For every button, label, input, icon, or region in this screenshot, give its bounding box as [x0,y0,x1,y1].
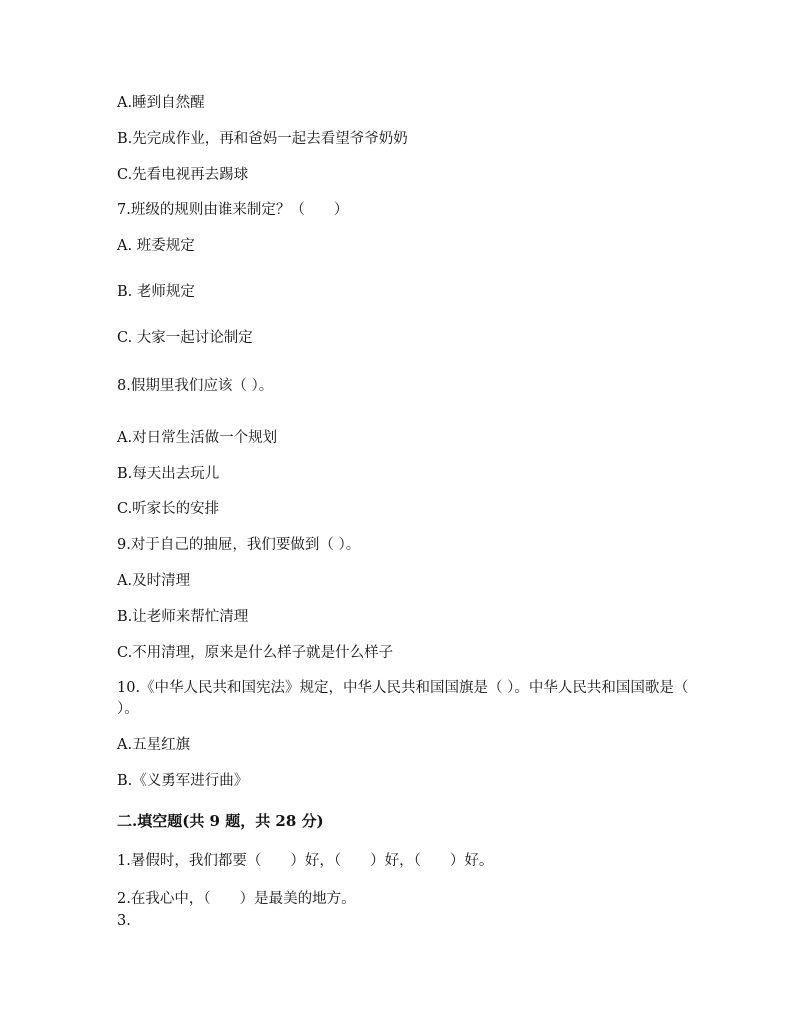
section-heading: 二.填空题(共 9 题，共 28 分) [117,812,324,830]
q6-option-a: A.睡到自然醒 [117,95,205,111]
q9-option-a: A.及时清理 [117,573,191,589]
q7-option-a: A. 班委规定 [117,238,195,254]
q7-stem: 7.班级的规则由谁来制定？（ ） [117,202,349,218]
q7-option-c: C. 大家一起讨论制定 [117,330,253,346]
q6-option-c: C.先看电视再去踢球 [117,167,249,183]
fill-blank-item-3: 3. [117,913,131,929]
q10-stem: 10.《中华人民共和国宪法》规定，中华人民共和国国旗是（ ）。中华人民共和国国歌是（ ）。 [117,680,689,717]
q9-stem: 9.对于自己的抽屉，我们要做到（ ）。 [117,537,361,553]
q7-option-b: B. 老师规定 [117,284,195,300]
fill-blank-item-1: 1.暑假时，我们都要（ ）好，（ ）好，（ ）好。 [117,853,494,869]
q9-option-c: C.不用清理，原来是什么样子就是什么样子 [117,645,394,661]
q10-option-a: A.五星红旗 [117,737,191,753]
q8-option-c: C.听家长的安排 [117,501,220,517]
q9-option-b: B.让老师来帮忙清理 [117,609,249,625]
q10-option-b: B.《义勇军进行曲》 [117,773,249,789]
q8-stem: 8.假期里我们应该（ ）。 [117,378,274,394]
fill-blank-item-2: 2.在我心中，（ ）是最美的地方。 [117,891,356,907]
q8-option-a: A.对日常生活做一个规划 [117,430,278,446]
q6-option-b: B.先完成作业，再和爸妈一起去看望爷爷奶奶 [117,131,408,147]
q8-option-b: B.每天出去玩儿 [117,466,220,482]
